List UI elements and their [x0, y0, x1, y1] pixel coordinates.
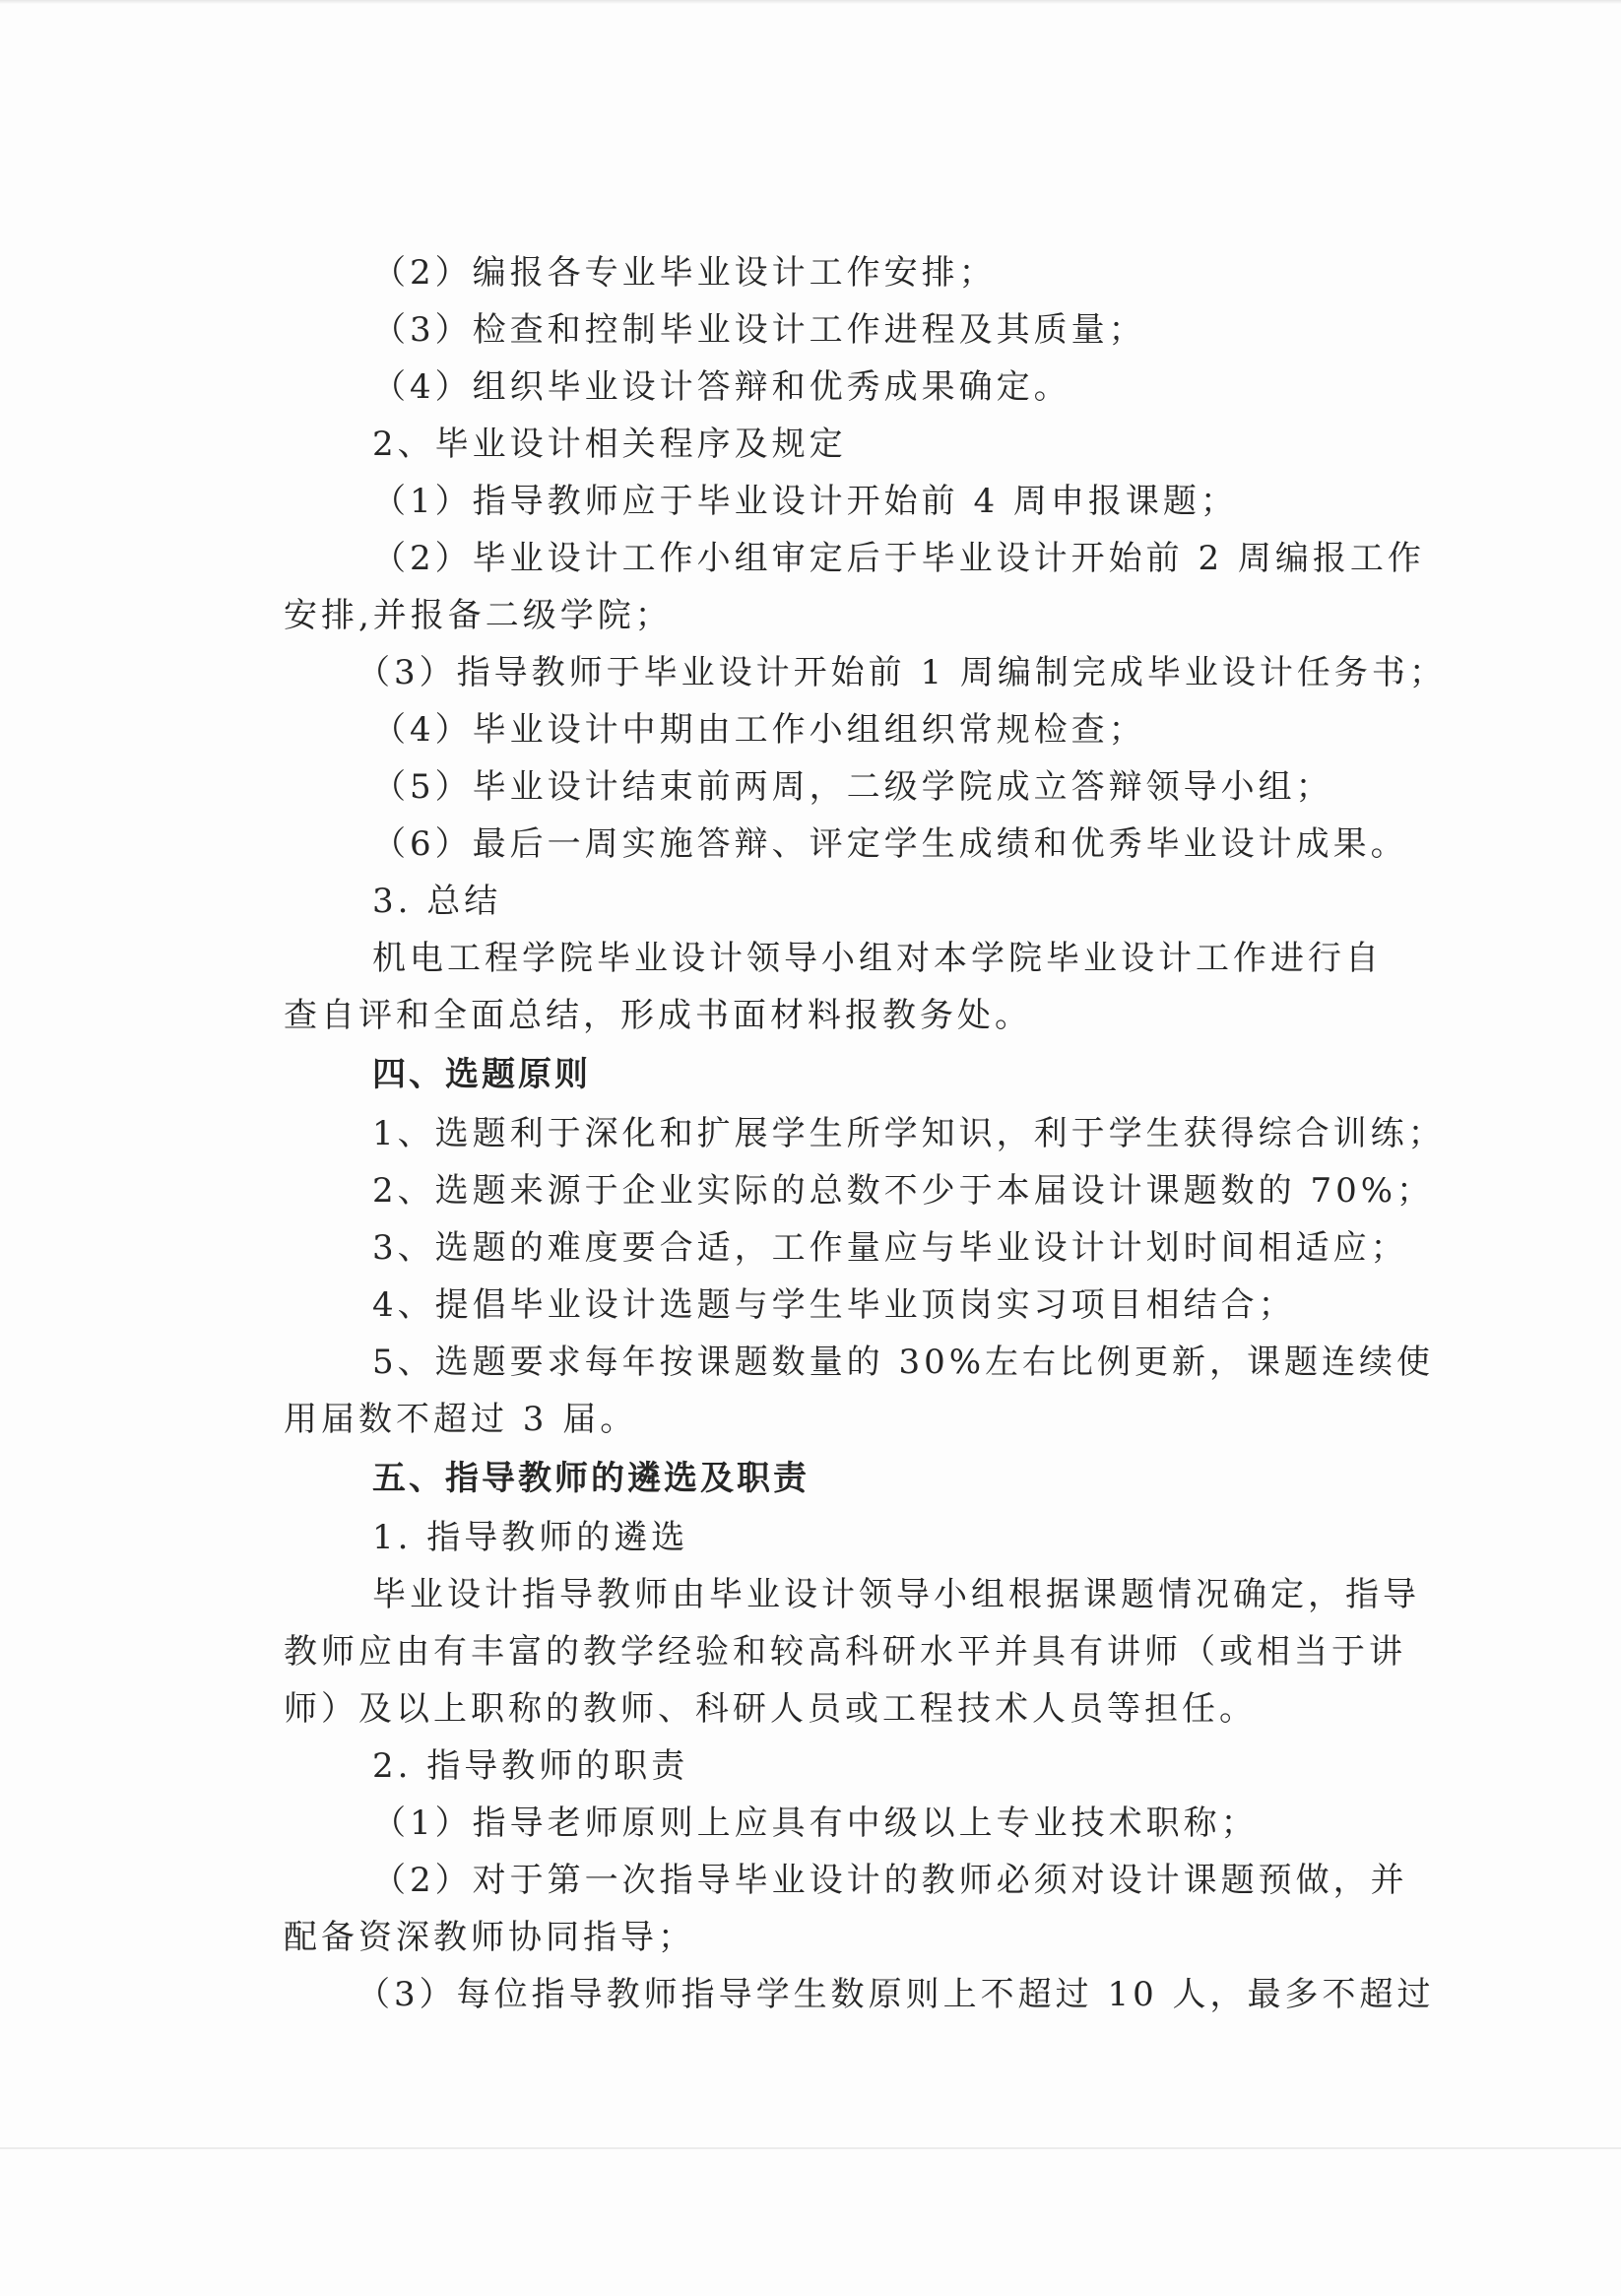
- text-line: （6）最后一周实施答辩、评定学生成绩和优秀毕业设计成果。: [372, 824, 1408, 864]
- text-line: （3）每位指导教师指导学生数原则上不超过 10 人，最多不超过: [357, 1975, 1435, 2014]
- text-line: （1）指导教师应于毕业设计开始前 4 周申报课题；: [372, 482, 1238, 521]
- text-line: 机电工程学院毕业设计领导小组对本学院毕业设计工作进行自: [372, 939, 1383, 978]
- text-line: （2）对于第一次指导毕业设计的教师必须对设计课题预做，并: [372, 1861, 1408, 1900]
- section-heading: 1. 指导教师的遴选: [372, 1518, 689, 1557]
- chapter-heading: 四、选题原则: [372, 1055, 591, 1094]
- text-line: （5）毕业设计结束前两周，二级学院成立答辩领导小组；: [372, 767, 1333, 807]
- text-line: （4）毕业设计中期由工作小组组织常规检查；: [372, 710, 1146, 750]
- text-line: 教师应由有丰富的教学经验和较高科研水平并具有讲师（或相当于讲: [284, 1632, 1406, 1672]
- text-line: 4、提倡毕业设计选题与学生毕业顶岗实习项目相结合；: [372, 1285, 1296, 1325]
- scan-edge-top: [0, 0, 1621, 4]
- scan-edge-bottom: [0, 2147, 1621, 2149]
- text-line: 1、选题利于深化和扩展学生所学知识，利于学生获得综合训练；: [372, 1114, 1446, 1153]
- text-line: （3）指导教师于毕业设计开始前 1 周编制完成毕业设计任务书；: [357, 653, 1447, 692]
- section-heading: 2、毕业设计相关程序及规定: [372, 425, 847, 464]
- text-line: 查自评和全面总结，形成书面材料报教务处。: [284, 996, 1032, 1035]
- text-line: 毕业设计指导教师由毕业设计领导小组根据课题情况确定，指导: [372, 1575, 1420, 1614]
- text-line: 2、选题来源于企业实际的总数不少于本届设计课题数的 70%；: [372, 1171, 1435, 1211]
- text-line: 师）及以上职称的教师、科研人员或工程技术人员等担任。: [284, 1689, 1257, 1729]
- text-line: 配备资深教师协同指导；: [284, 1918, 695, 1957]
- text-line: 5、选题要求每年按课题数量的 30%左右比例更新，课题连续使: [372, 1343, 1435, 1382]
- text-line: 3、选题的难度要合适，工作量应与毕业设计计划时间相适应；: [372, 1228, 1408, 1268]
- text-line: （1）指导老师原则上应具有中级以上专业技术职称；: [372, 1804, 1259, 1843]
- section-heading: 2. 指导教师的职责: [372, 1746, 689, 1786]
- text-line: （2）毕业设计工作小组审定后于毕业设计开始前 2 周编报工作: [372, 539, 1425, 578]
- text-line: （3）检查和控制毕业设计工作进程及其质量；: [372, 310, 1146, 350]
- text-line: （4）组织毕业设计答辩和优秀成果确定。: [372, 367, 1071, 407]
- section-heading: 3. 总结: [372, 882, 502, 921]
- text-line: 安排,并报备二级学院；: [284, 596, 673, 635]
- text-line: （2）编报各专业毕业设计工作安排；: [372, 253, 997, 293]
- text-line: 用届数不超过 3 届。: [284, 1400, 638, 1439]
- chapter-heading: 五、指导教师的遴选及职责: [372, 1459, 810, 1498]
